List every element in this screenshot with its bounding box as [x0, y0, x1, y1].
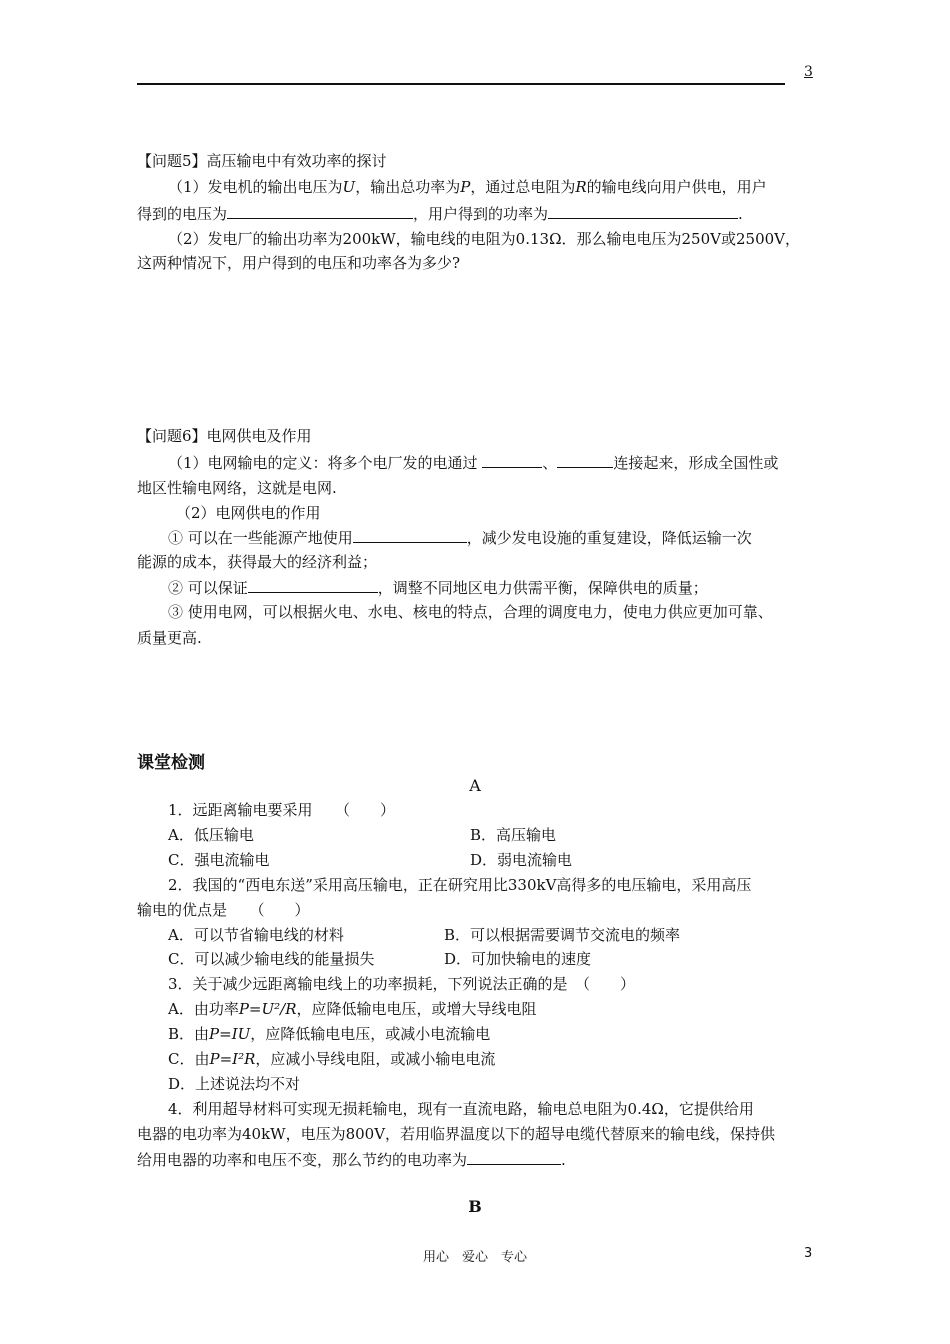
q4-line3: 给用电器的功率和电压不变，那么节约的电功率为 . [137, 1148, 566, 1171]
footer-page-number: 3 [804, 1246, 813, 1261]
q6-part1-line2: 地区性输电网络，这就是电网. [137, 479, 337, 497]
q1-option-c[interactable]: C．强电流输电 [168, 851, 270, 869]
answer-blank[interactable] [353, 526, 467, 543]
q1-option-d[interactable]: D．弱电流输电 [470, 851, 573, 869]
q3-option-a[interactable]: A．由功率P=U²/R，应降低输电电压，或增大导线电阻 [168, 1000, 537, 1018]
q6-item3-line2: 质量更高. [137, 629, 202, 647]
header-rule [137, 83, 785, 85]
q2-option-c[interactable]: C．可以减少输电线的能量损失 [168, 950, 375, 968]
q1-option-a[interactable]: A．低压输电 [168, 826, 254, 844]
q3-option-d[interactable]: D．上述说法均不对 [168, 1075, 301, 1093]
answer-blank[interactable] [482, 451, 542, 468]
q1-option-b[interactable]: B．高压输电 [470, 826, 557, 844]
q2-option-d[interactable]: D．可加快输电的速度 [444, 950, 592, 968]
q6-title: 【问题6】电网供电及作用 [137, 427, 312, 445]
q2-stem-line2: 输电的优点是 （ ） [137, 901, 310, 919]
group-b-label: B [468, 1197, 482, 1216]
q4-line2: 电器的电功率为40kW，电压为800V，若用临界温度以下的超导电缆代替原来的输电线，保持供 [137, 1125, 776, 1143]
q6-part2-heading: （2）电网供电的作用 [176, 504, 321, 522]
q5-part2-line2: 这两种情况下，用户得到的电压和功率各为多少? [137, 254, 461, 272]
answer-blank[interactable] [557, 451, 613, 468]
answer-blank[interactable] [548, 202, 738, 219]
q1-stem: 1．远距离输电要采用 （ ） [168, 801, 396, 819]
q3-option-b[interactable]: B．由P=IU，应降低输电电压，或减小电流输电 [168, 1025, 491, 1043]
q2-option-a[interactable]: A．可以节省输电线的材料 [168, 926, 344, 944]
answer-blank[interactable] [227, 202, 413, 219]
footer-motto: 用心 爱心 专心 [422, 1250, 527, 1265]
q5-part1-line1: （1）发电机的输出电压为U，输出总功率为P，通过总电阻为R的输电线向用户供电，用户 [168, 178, 767, 196]
q6-item3-line1: ③ 使用电网，可以根据火电、水电、核电的特点，合理的调度电力，使电力供应更加可靠、 [168, 603, 773, 621]
q2-stem-line1: 2．我国的“西电东送”采用高压输电，正在研究用比330kV高得多的电压输电，采用高压 [168, 876, 752, 894]
answer-blank[interactable] [467, 1148, 561, 1165]
q5-part1-line2: 得到的电压为 ，用户得到的功率为 . [137, 202, 743, 225]
answer-blank[interactable] [248, 576, 378, 593]
group-a-label: A [469, 776, 481, 795]
q6-part1-line1: （1）电网输电的定义：将多个电厂发的电通过 、 连接起来，形成全国性或 [168, 451, 778, 474]
q3-stem: 3．关于减少远距离输电线上的功率损耗，下列说法正确的是 （ ） [168, 975, 636, 993]
q5-part2-line1: （2）发电厂的输出功率为200kW，输电线的电阻为0.13Ω．那么输电电压为250V或2500V， [168, 230, 800, 248]
q3-option-c[interactable]: C．由P=I²R，应减小导线电阻，或减小输电电流 [168, 1050, 496, 1068]
q6-item1-line1: ① 可以在一些能源产地使用 ，减少发电设施的重复建设，降低运输一次 [168, 526, 752, 549]
header-page-number: 3 [804, 64, 813, 80]
q6-item2: ② 可以保证 ，调整不同地区电力供需平衡，保障供电的质量； [168, 576, 708, 599]
q6-item1-line2: 能源的成本，获得最大的经济利益； [137, 553, 378, 571]
q2-option-b[interactable]: B．可以根据需要调节交流电的频率 [444, 926, 681, 944]
q4-line1: 4．利用超导材料可实现无损耗输电，现有一直流电路，输电总电阻为0.4Ω，它提供给用 [168, 1100, 754, 1118]
section-title: 课堂检测 [137, 753, 205, 773]
q5-title: 【问题5】高压输电中有效功率的探讨 [137, 152, 387, 170]
